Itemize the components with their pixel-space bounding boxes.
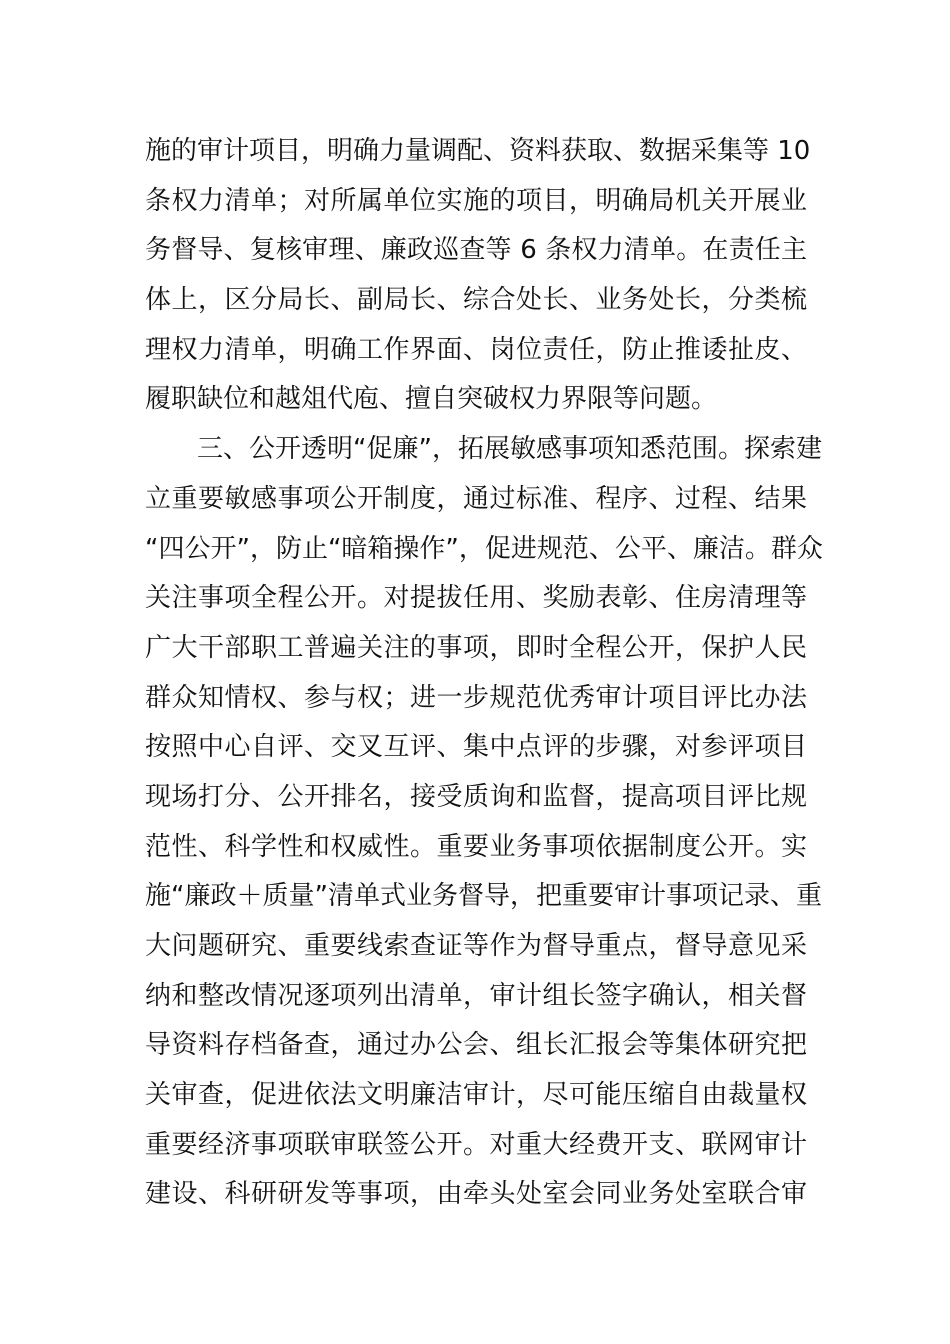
text-line: “四公开”，防止“暗箱操作”，促进规范、公平、廉洁。群众 bbox=[145, 533, 823, 564]
text-line: 导资料存档备查，通过办公会、组长汇报会等集体研究把 bbox=[145, 1030, 807, 1061]
text-line: 大问题研究、重要线索查证等作为督导重点，督导意见采 bbox=[145, 931, 807, 961]
text-line: 纳和整改情况逐项列出清单，审计组长签字确认，相关督 bbox=[145, 980, 807, 1011]
text-line: 体上，区分局长、副局长、综合处长、业务处长，分类梳 bbox=[145, 285, 807, 316]
text-line: 施“廉政＋质量”清单式业务督导，把重要审计事项记录、重 bbox=[145, 881, 822, 912]
text-line: 关审查，促进依法文明廉洁审计，尽可能压缩自由裁量权 bbox=[145, 1080, 807, 1111]
text-line: 重要经济事项联审联签公开。对重大经费开支、联网审计 bbox=[145, 1129, 807, 1160]
text-line: 现场打分、公开排名，接受质询和监督，提高项目评比规 bbox=[145, 781, 807, 812]
text-line: 条权力清单；对所属单位实施的项目，明确局机关开展业 bbox=[145, 185, 807, 216]
text-line: 务督导、复核审理、廉政巡查等 6 条权力清单。在责任主 bbox=[145, 235, 807, 266]
body-text bbox=[145, 127, 823, 1220]
text-line: 立重要敏感事项公开制度，通过标准、程序、过程、结果 bbox=[145, 483, 807, 514]
text-line: 建设、科研研发等事项，由牵头处室会同业务处室联合审 bbox=[145, 1179, 807, 1210]
text-line: 按照中心自评、交叉互评、集中点评的步骤，对参评项目 bbox=[145, 732, 807, 763]
text-line: 履职缺位和越俎代庖、擅自突破权力界限等问题。 bbox=[145, 384, 718, 415]
text-line: 施的审计项目，明确力量调配、资料获取、数据采集等 10 bbox=[145, 136, 811, 166]
text-line: 群众知情权、参与权；进一步规范优秀审计项目评比办法 bbox=[145, 682, 807, 713]
text-line: 关注事项全程公开。对提拔任用、奖励表彰、住房清理等 bbox=[145, 583, 807, 614]
text-line: 理权力清单，明确工作界面、岗位责任，防止推诿扯皮、 bbox=[145, 334, 807, 365]
text-line: 范性、科学性和权威性。重要业务事项依据制度公开。实 bbox=[145, 831, 807, 862]
text-line: 广大干部职工普遍关注的事项，即时全程公开，保护人民 bbox=[145, 632, 807, 663]
section-heading-line: 三、公开透明“促廉”，拓展敏感事项知悉范围。探索建 bbox=[197, 434, 822, 465]
